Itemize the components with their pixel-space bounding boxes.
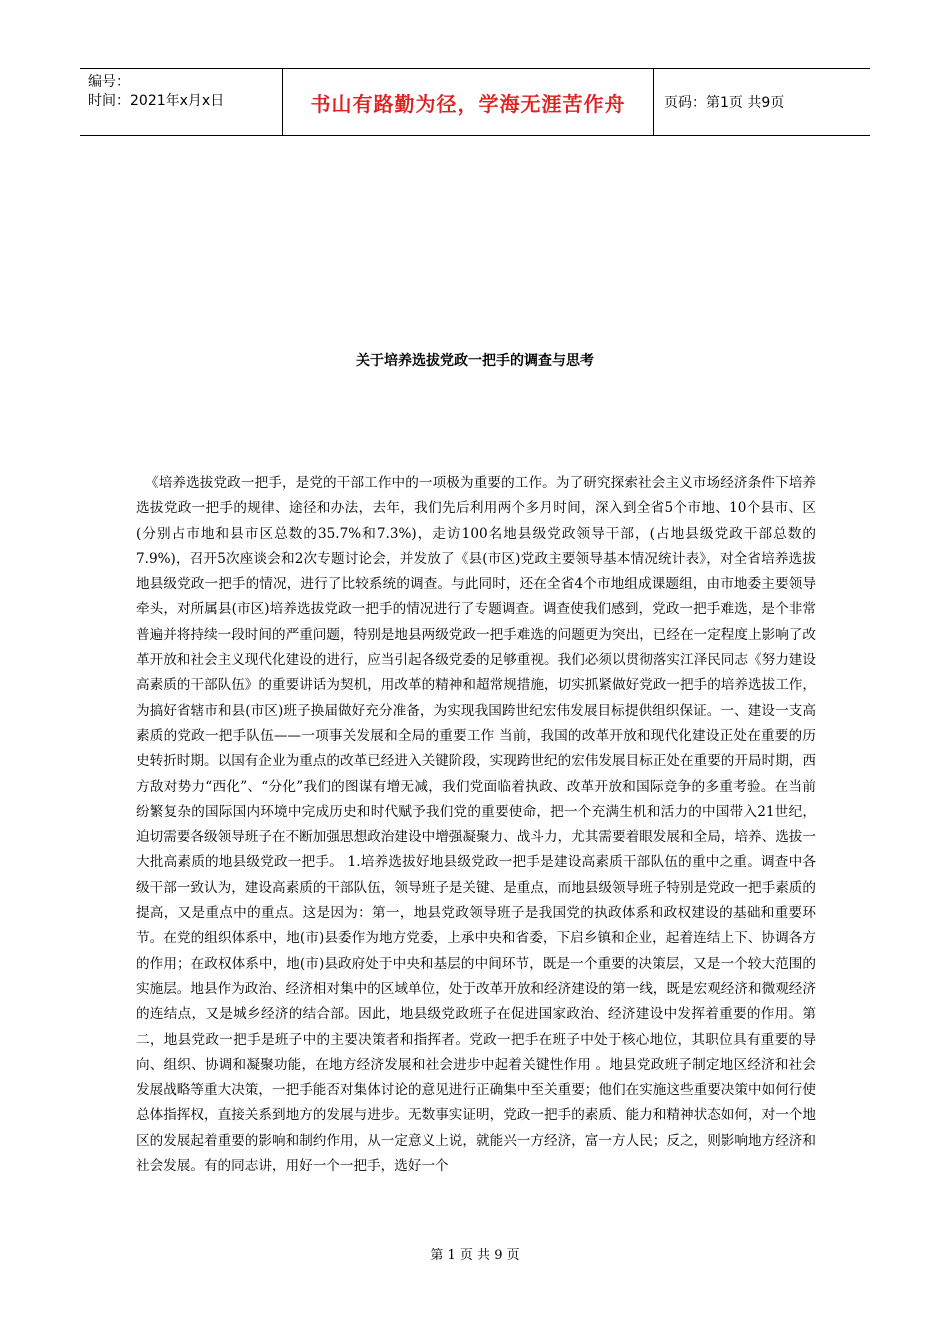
- document-body: 《培养选拔党政一把手，是党的干部工作中的一项极为重要的工作。为了研究探索社会主义市场经济条件下培养选拔党政一把手的规律、途径和办法，去年，我们先后利用两个多月时间，深入到全省5个市地、10个县市、区(分别占市地和县市区总数的35.7%和7.3%)，走访100名地县级党政领导干部，(占地县级党政干部总数的7.9%)，召开5次座谈会和2次专题讨论会，并发放了《县(市区)党政主要领导基本情况统计表》，对全省培养选拔地县级党政一把手的情况，进行了比较系统的调查。与此同时，还在全省4个市地组成课题组，由市地委主要领导牵头，对所属县(市区)培养选拔党政一把手的情况进行了专题调查。调查使我们感到，党政一把手难选，是个非常普遍并将持续一段时间的严重问题，特别是地县两级党政一把手难选的问题更为突出，已经在一定程度上影响了改革开放和社会主义现代化建设的进行，应当引起各级党委的足够重视。我们必须以贯彻落实江泽民同志《努力建设高素质的干部队伍》的重要讲话为契机，用改革的精神和超常规措施，切实抓紧做好党政一把手的培养选拔工作，为搞好省辖市和县(市区)班子换届做好充分准备，为实现我国跨世纪宏伟发展目标提供组织保证。一、建设一支高素质的党政一把手队伍——一项事关发展和全局的重要工作 当前，我国的改革开放和现代化建设正处在重要的历史转折时期。以国有企业为重点的改革已经进入关键阶段，实现跨世纪的宏伟发展目标正处在重要的开局时期，西方敌对势力“西化”、“分化”我们的图谋有增无减，我们党面临着执政、改革开放和国际竞争的多重考验。在当前纷繁复杂的国际国内环境中完成历史和时代赋予我们党的重要使命，把一个充满生机和活力的中国带入21世纪，迫切需要各级领导班子在不断加强思想政治建设中增强凝聚力、战斗力，尤其需要着眼发展和全局，培养、选拔一大批高素质的地县级党政一把手。 1.培养选拔好地县级党政一把手是建设高素质干部队伍的重中之重。调查中各级干部一致认为，建设高素质的干部队伍，领导班子是关键、是重点，而地县级领导班子特别是党政一把手素质的提高，又是重点中的重点。这是因为：第一，地县党政领导班子是我国党的执政体系和政权建设的基础和重要环节。在党的组织体系中，地(市)县委作为地方党委，上承中央和省委，下启乡镇和企业，起着连结上下、协调各方的作用；在政权体系中，地(市)县政府处于中央和基层的中间环节，既是一个重要的决策层，又是一个较大范围的实施层。地县作为政治、经济相对集中的区域单位，处于改革开放和经济建设的第一线，既是宏观经济和微观经济的连结点，又是城乡经济的结合部。因此，地县级党政班子在促进国家政治、经济建设中发挥着重要的作用。第二，地县党政一把手是班子中的主要决策者和指挥者。党政一把手在班子中处于核心地位，其职位具有重要的导向、组织、协调和凝聚功能，在地方经济发展和社会进步中起着关键性作用 。地县党政班子制定地区经济和社会发展战略等重大决策，一把手能否对集体讨论的意见进行正确集中至关重要；他们在实施这些重要决策中如何行使总体指挥权，直接关系到地方的发展与进步。无数事实证明，党政一把手的素质、能力和精神状态如何，对一个地区的发展起着重要的影响和制约作用，从一定意义上说，就能兴一方经济，富一方人民；反之，则影响地方经济和社会发展。有的同志讲，用好一个一把手，选好一个: [136, 475, 816, 1175]
- header-motto: 书山有路勤为径，学海无涯苦作舟: [283, 69, 654, 135]
- header-table: [80, 68, 870, 136]
- page-footer: 第 1 页 共 9 页: [430, 1248, 520, 1263]
- header-page-info: 页码：第1页 共9页: [664, 95, 785, 111]
- document-number-label: 编号：: [88, 74, 130, 90]
- header-meta-cell: [80, 69, 283, 135]
- document-date-label: 时间：2021年x月x日: [88, 93, 225, 109]
- document-title: 关于培养选拔党政一把手的调查与思考: [356, 353, 594, 369]
